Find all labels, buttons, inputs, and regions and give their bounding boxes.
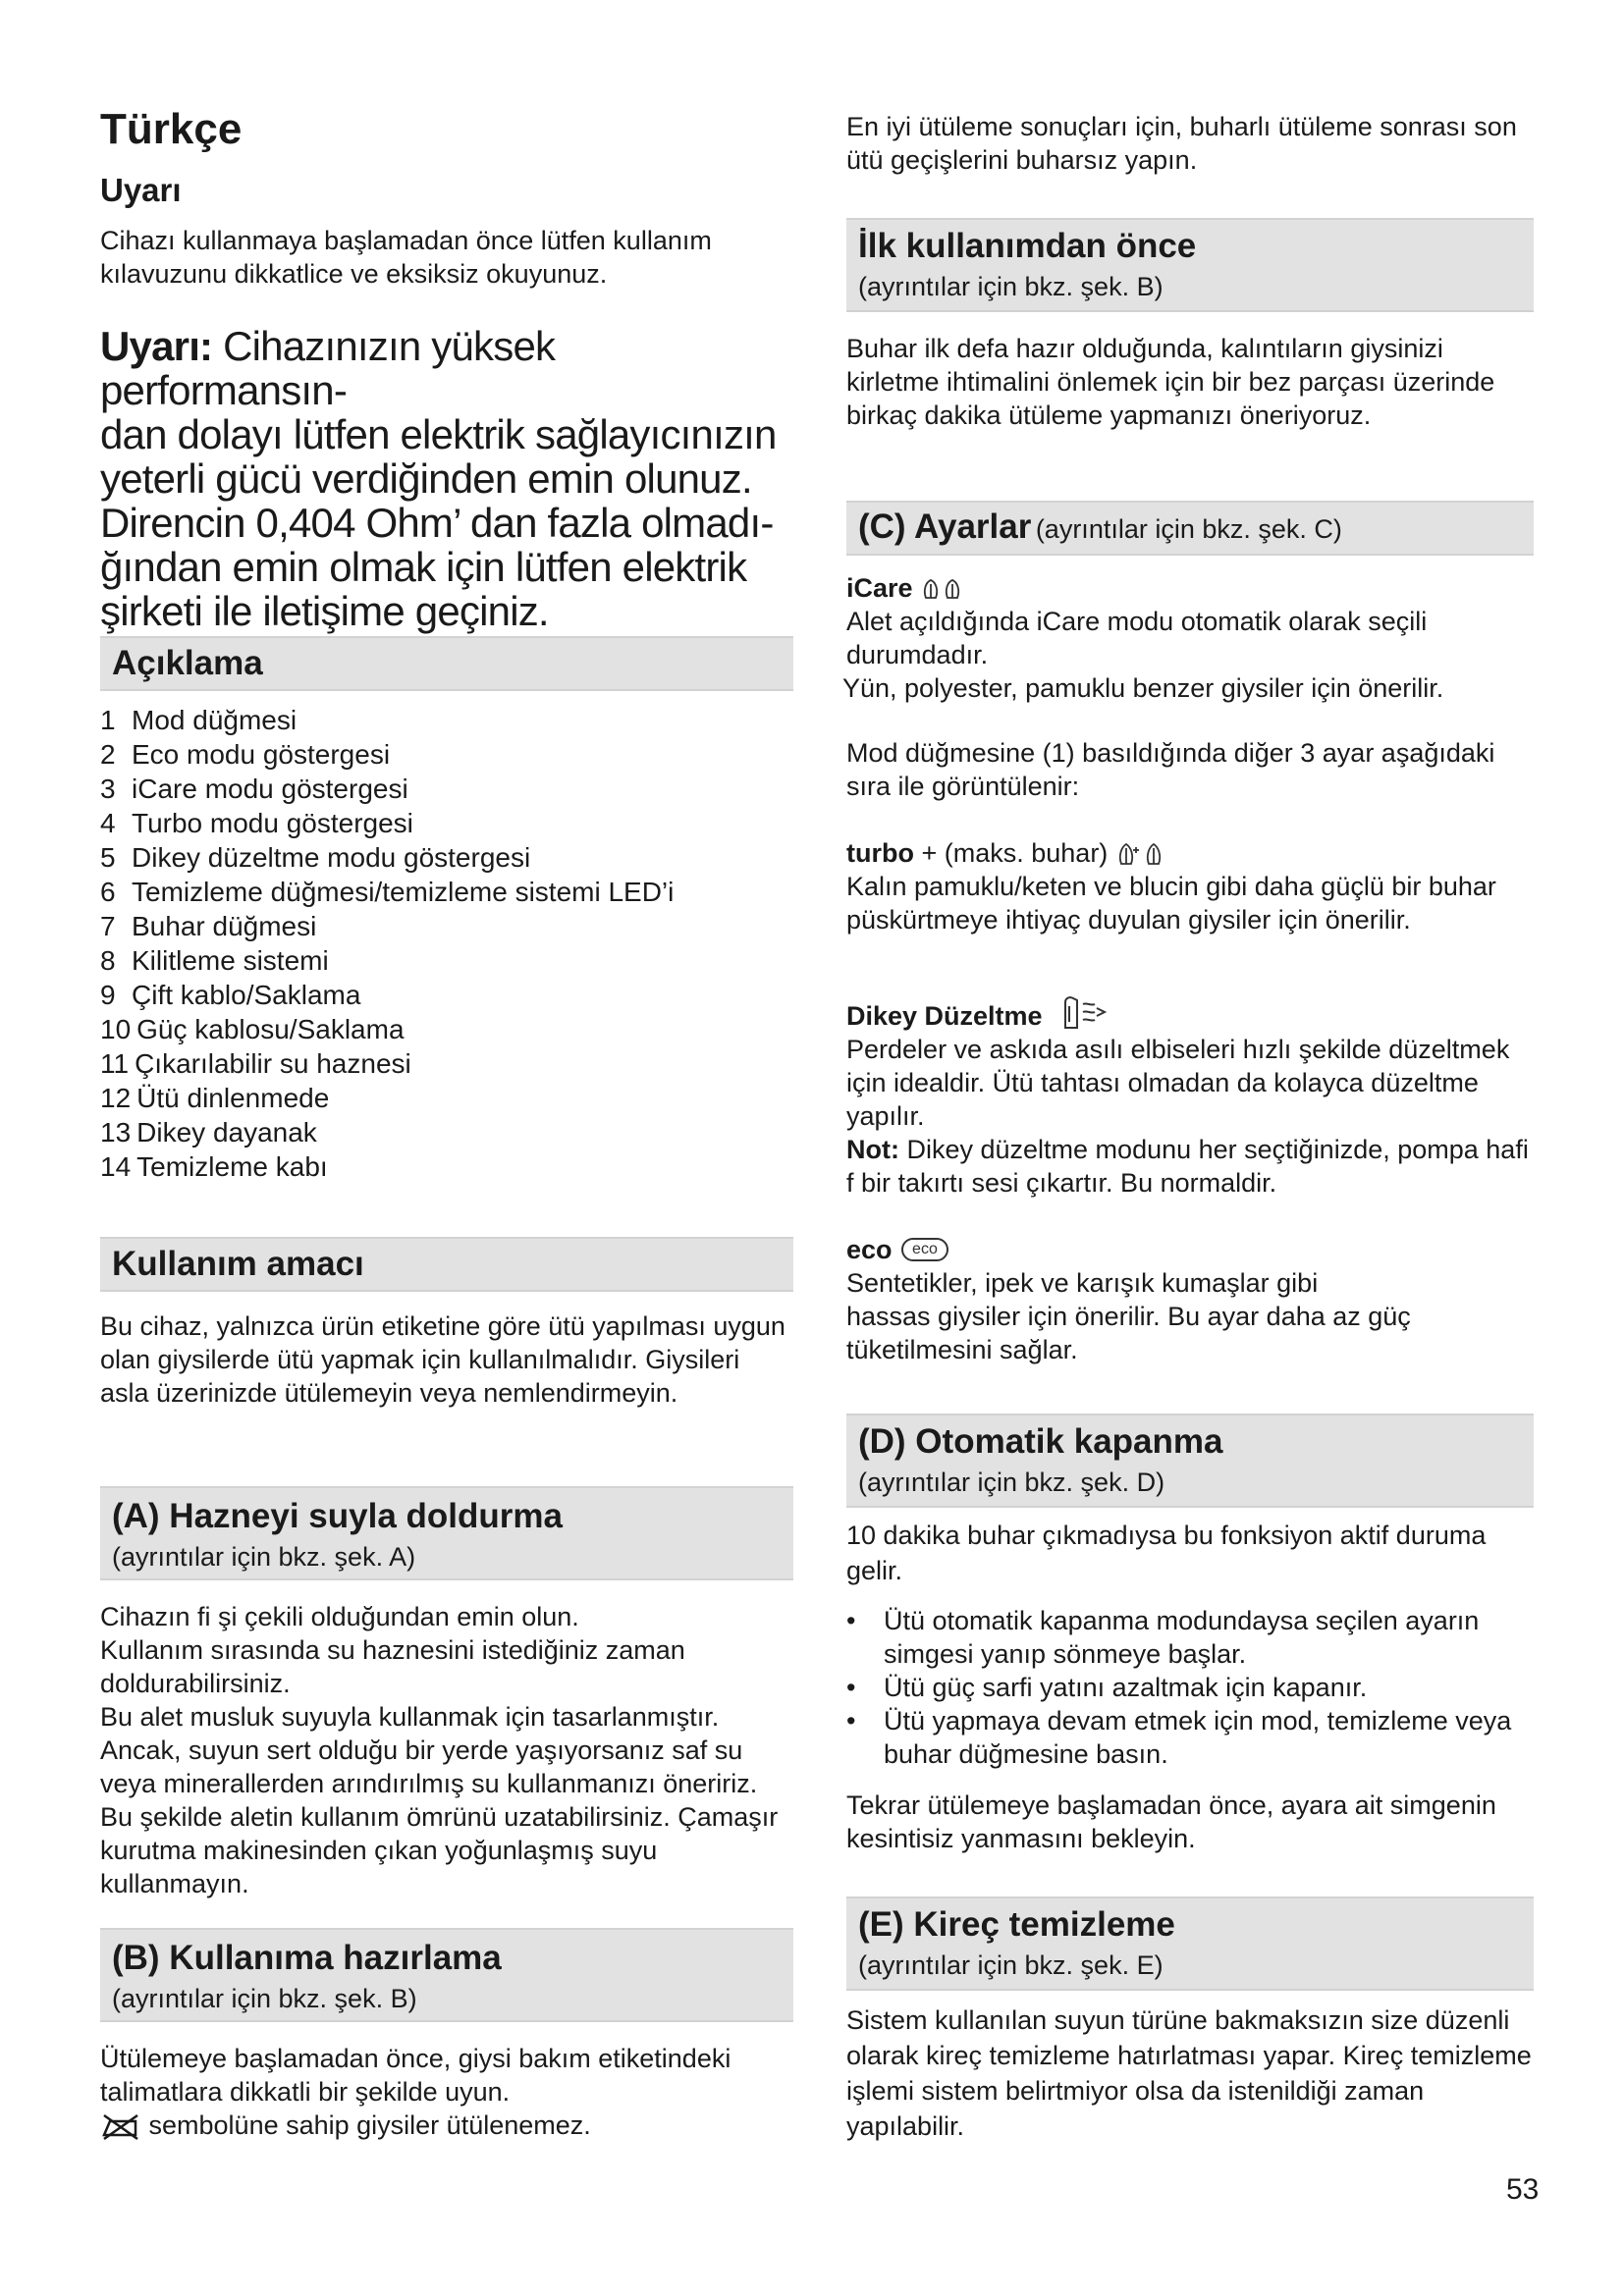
list-item-text: Turbo modu göstergesi [132, 808, 413, 838]
list-item-text: Çıkarılabilir su haznesi [135, 1048, 411, 1079]
dikey-label: Dikey Düzeltme [846, 1001, 1043, 1031]
list-item-number: 1 [100, 705, 116, 735]
turbo-text: Kalın pamuklu/keten ve blucin gibi daha güçlü bir buhar püskürtmeye ihtiyaç duyulan giysiler için önerilir. [846, 872, 1496, 934]
big-warning-line-2: dan dolayı lütfen elektrik sağlayıcınızın [100, 411, 777, 457]
section-b-p2-line [100, 2109, 793, 2143]
section-b-ref: (ayrıntılar için bkz. şek. B) [112, 1984, 417, 2013]
warning-text: Cihazı kullanmaya başlamadan önce lütfen kullanım kılavuzunu dikkatlice ve eksiksiz okuyunuz. [100, 226, 712, 289]
list-item-number: 4 [100, 808, 116, 838]
list-item-text: Kilitleme sistemi [132, 945, 329, 976]
bullet-item [846, 1604, 1534, 1671]
big-warning-line [100, 324, 793, 412]
aciklama-title: Açıklama [112, 644, 263, 682]
bullet-item [846, 1671, 1534, 1704]
list-item-number: 3 [100, 774, 116, 804]
eco-badge-icon [901, 1238, 948, 1261]
no-iron-icon [100, 2111, 141, 2143]
list-item-number: 12 [100, 1083, 132, 1113]
list-item-number: 6 [100, 877, 116, 907]
icare-block [842, 571, 1534, 705]
bullet-text: Ütü otomatik kapanma modundaysa seçilen ayarın simgesi yanıp sönmeye başlar. [884, 1606, 1480, 1669]
list-item-number: 9 [100, 980, 116, 1010]
aciklama-header [100, 636, 793, 691]
dikey-heading [846, 999, 1534, 1033]
section-a-p1: Cihazın fi şi çekili olduğundan emin olun. [100, 1602, 579, 1631]
dikey-text: Perdeler ve askıda asılı elbiseleri hızlı şekilde düzeltmek için idealdir. Ütü tahtası olmadan da kolayca düzeltme yapılır. [846, 1035, 1510, 1131]
section-d-ref: (ayrıntılar için bkz. şek. D) [858, 1468, 1165, 1497]
list-item [100, 840, 793, 875]
section-e-header [846, 1896, 1534, 1991]
eco-line2: hassas giysiler için önerilir. Bu ayar daha az güç tüketilmesini sağlar. [846, 1302, 1411, 1364]
kullanim-text: Bu cihaz, yalnızca ürün etiketine göre ütü yapılması uygun olan giysilerde ütü yapmak için kullanılmalıdır. Giysileri asla üzerinizde ütülemeyin veya nemlendirmeyin. [100, 1311, 785, 1408]
list-item-text: iCare modu göstergesi [132, 774, 408, 804]
big-warning [100, 324, 793, 633]
dikey-note [846, 1133, 1534, 1200]
list-item [100, 806, 793, 840]
bullet-item [846, 1704, 1534, 1771]
turbo-label: turbo [846, 838, 914, 868]
eco-label: eco [846, 1235, 893, 1264]
turbo-icon [1115, 840, 1166, 870]
bullet-dot-icon: • [846, 1606, 856, 1635]
section-a-body [100, 1600, 793, 1900]
parts-list [100, 703, 793, 1184]
list-item [100, 1149, 793, 1184]
eco-block [846, 1233, 1534, 1366]
big-warning-line-1: Cihazınızın yüksek performansın- [100, 323, 556, 413]
section-e-title: (E) Kireç temizleme [858, 1905, 1175, 1944]
mode-text: Mod düğmesine (1) basıldığında diğer 3 ayar aşağıdaki sıra ile görüntülenir: [846, 738, 1495, 801]
dikey-block [846, 999, 1534, 1200]
bullet-text: Ütü yapmaya devam etmek için mod, temizleme veya buhar düğmesine basın. [884, 1706, 1512, 1769]
icare-line2: Yün, polyester, pamuklu benzer giysiler için önerilir. [842, 673, 1444, 703]
big-warning-line-6: şirketi ile iletişime geçiniz. [100, 588, 549, 634]
section-a-title: (A) Hazneyi suyla doldurma [112, 1497, 563, 1535]
bullet-text: Ütü güç sarfi yatını azaltmak için kapanır. [884, 1673, 1368, 1702]
ilk-title: İlk kullanımdan önce [858, 227, 1197, 265]
section-d-title: (D) Otomatik kapanma [858, 1422, 1223, 1461]
section-a-p3: Bu alet musluk suyuyla kullanmak için tasarlanmıştır. Ancak, suyun sert olduğu bir yerde yaşıyorsanız saf su veya minerallerden arındırılmış su kullanmanızı öneririz. Bu şekilde aletin kullanım ömrünü uzatabilirsiniz. Çamaşır kurutma makinesinden çıkan yoğunlaşmış suyu kullanmayın. [100, 1702, 779, 1898]
section-a-header [100, 1486, 793, 1580]
section-c-header [846, 501, 1534, 556]
vertical-steam-icon [1057, 992, 1112, 1032]
turbo-block [846, 836, 1534, 936]
list-item [100, 772, 793, 806]
section-c-title: (C) Ayarlar [858, 507, 1032, 546]
section-a-ref: (ayrıntılar için bkz. şek. A) [112, 1542, 416, 1572]
list-item-number: 2 [100, 739, 116, 770]
eco-badge-label: eco [912, 1240, 938, 1257]
section-d-header [846, 1414, 1534, 1508]
list-item [100, 703, 793, 737]
list-item [100, 909, 793, 943]
big-warning-line-4: Direncin 0,404 Ohm’ dan fazla olmadı- [100, 500, 774, 546]
section-a-p2: Kullanım sırasında su haznesini istediğiniz zaman doldurabilirsiniz. [100, 1635, 685, 1698]
section-e-text: Sistem kullanılan suyun türüne bakmaksızın size düzenli olarak kireç temizleme hatırlatması yapar. Kireç temizleme işlemi sistem belirtmiyor olsa da istenildiği zaman yapılabilir. [846, 2005, 1532, 2141]
section-b-p1: Ütülemeye başlamadan önce, giysi bakım etiketindeki talimatlara dikkatli bir şekilde uyun. [100, 2044, 731, 2107]
list-item [100, 1046, 793, 1081]
list-item-text: Çift kablo/Saklama [132, 980, 361, 1010]
list-item-number: 13 [100, 1117, 132, 1148]
section-b-body [100, 2042, 793, 2143]
section-c-ref: (ayrıntılar için bkz. şek. C) [1035, 514, 1342, 544]
list-item [100, 978, 793, 1012]
list-item-number: 8 [100, 945, 116, 976]
section-b-header [100, 1928, 793, 2022]
list-item [100, 737, 793, 772]
eco-heading [846, 1233, 1534, 1266]
section-d-bullets [846, 1604, 1534, 1771]
list-item-text: Mod düğmesi [132, 705, 298, 735]
list-item-number: 11 [100, 1048, 130, 1079]
list-item [100, 1115, 793, 1149]
section-d-after: Tekrar ütülemeye başlamadan önce, ayara ait simgenin kesintisiz yanmasını bekleyin. [846, 1790, 1496, 1853]
list-item-text: Temizleme düğmesi/temizleme sistemi LED’i [132, 877, 675, 907]
section-b-p2: sembolüne sahip giysiler ütülenemez. [148, 2110, 591, 2140]
kullanim-header [100, 1237, 793, 1292]
kullanim-title: Kullanım amacı [112, 1245, 364, 1283]
language-title: Türkçe [100, 105, 243, 153]
bullet-dot-icon: • [846, 1673, 856, 1702]
ilk-ref: (ayrıntılar için bkz. şek. B) [858, 272, 1164, 301]
list-item-text: Buhar düğmesi [132, 911, 317, 941]
icare-label: iCare [846, 573, 913, 603]
list-item [100, 943, 793, 978]
list-item-number: 5 [100, 842, 116, 873]
dikey-note-label: Not: [846, 1135, 899, 1164]
dikey-note-text: Dikey düzeltme modunu her seçtiğinizde, pompa hafi f bir takırtı sesi çıkartır. Bu normaldir. [846, 1135, 1529, 1198]
list-item-text: Eco modu göstergesi [132, 739, 391, 770]
icare-heading [846, 571, 1534, 605]
list-item-number: 7 [100, 911, 116, 941]
warning-heading: Uyarı [100, 172, 182, 208]
section-b-title: (B) Kullanıma hazırlama [112, 1939, 502, 1977]
ilk-header [846, 218, 1534, 312]
list-item [100, 1081, 793, 1115]
page-number: 53 [1506, 2173, 1540, 2206]
big-warning-line-3: yeterli gücü verdiğinden emin olunuz. [100, 455, 752, 502]
list-item-text: Ütü dinlenmede [136, 1083, 330, 1113]
list-item-number: 14 [100, 1151, 132, 1182]
eco-line1: Sentetikler, ipek ve karışık kumaşlar gibi [846, 1268, 1319, 1298]
big-warning-line-5: ğından emin olmak için lütfen elektrik [100, 544, 747, 590]
turbo-suffix: + (maks. buhar) [913, 838, 1109, 868]
list-item [100, 1012, 793, 1046]
list-item-text: Temizleme kabı [136, 1151, 328, 1182]
icare-line1: Alet açıldığında iCare modu otomatik olarak seçili durumdadır. [846, 607, 1428, 669]
big-warning-label: Uyarı: [100, 323, 213, 369]
list-item-text: Güç kablosu/Saklama [136, 1014, 405, 1044]
section-d-text: 10 dakika buhar çıkmadıysa bu fonksiyon aktif duruma gelir. [846, 1521, 1487, 1585]
intro-text: En iyi ütüleme sonuçları için, buharlı ütüleme sonrası son ütü geçişlerini buharsız yapın. [846, 112, 1517, 175]
list-item-number: 10 [100, 1014, 132, 1044]
ilk-text: Buhar ilk defa hazır olduğunda, kalıntıların giysinizi kirletme ihtimalini önlemek için bir bez parçası üzerinde birkaç dakika ütüleme yapmanızı öneriyoruz. [846, 334, 1495, 430]
list-item [100, 875, 793, 909]
bullet-dot-icon: • [846, 1706, 856, 1735]
list-item-text: Dikey dayanak [136, 1117, 317, 1148]
icare-icon [920, 576, 963, 604]
section-e-ref: (ayrıntılar için bkz. şek. E) [858, 1950, 1164, 1980]
turbo-heading [846, 836, 1534, 870]
list-item-text: Dikey düzeltme modu göstergesi [132, 842, 531, 873]
